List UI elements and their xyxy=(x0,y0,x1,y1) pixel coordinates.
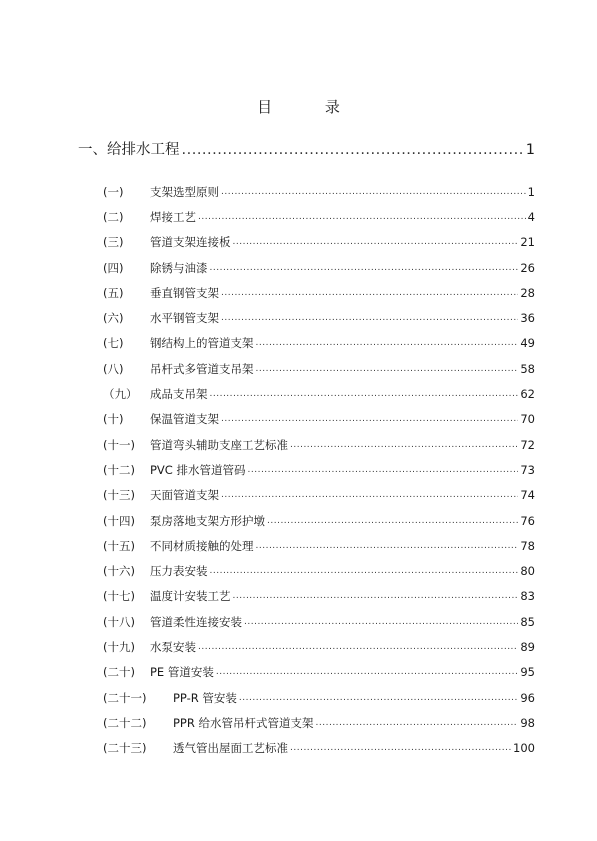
chapter-label: 一、给排水工程 xyxy=(78,142,180,158)
section-title: PP-R 管安装 xyxy=(173,690,237,705)
section-page-number: 4 xyxy=(527,209,535,224)
dot-leader xyxy=(290,743,511,753)
dot-leader xyxy=(221,313,518,323)
section-page-number: 49 xyxy=(520,336,535,351)
toc-section-entry[interactable] xyxy=(103,331,535,356)
section-number: (十八) xyxy=(103,614,135,629)
section-page-number: 96 xyxy=(520,690,535,705)
section-number: (十七) xyxy=(103,589,135,604)
section-page-number: 89 xyxy=(520,639,535,654)
section-number: (十九) xyxy=(103,639,135,654)
section-title: 温度计安装工艺 xyxy=(150,589,231,604)
dot-leader xyxy=(244,617,518,627)
toc-section-entry[interactable] xyxy=(103,609,535,634)
dot-leader xyxy=(233,591,519,601)
dot-leader xyxy=(198,212,526,222)
dot-leader xyxy=(239,693,518,703)
dot-leader xyxy=(316,718,519,728)
toc-section-entry[interactable] xyxy=(103,230,535,255)
section-page-number: 62 xyxy=(520,387,535,402)
section-page-number: 1 xyxy=(527,184,535,199)
section-title: 透气管出屋面工艺标准 xyxy=(173,741,288,756)
toc-section-entry[interactable] xyxy=(103,381,535,406)
section-number: (十二) xyxy=(103,462,135,477)
section-number: (二十一) xyxy=(103,690,147,705)
toc-section-entry[interactable] xyxy=(103,685,535,710)
dot-leader xyxy=(210,566,519,576)
section-number: (二) xyxy=(103,209,124,224)
section-page-number: 76 xyxy=(520,513,535,528)
section-page-number: 98 xyxy=(520,715,535,730)
section-title: 钢结构上的管道支架 xyxy=(150,336,254,351)
dot-leader xyxy=(233,237,519,247)
section-number: (十五) xyxy=(103,538,135,553)
dot-leader xyxy=(248,465,519,475)
toc-section-entry[interactable] xyxy=(103,356,535,381)
section-title: 支架选型原则 xyxy=(150,184,219,199)
dot-leader xyxy=(256,364,519,374)
dot-leader xyxy=(198,642,518,652)
section-page-number: 78 xyxy=(520,538,535,553)
dot-leader xyxy=(221,187,526,197)
section-title: 泵房落地支架方形护墩 xyxy=(150,513,265,528)
dot-leader xyxy=(256,338,519,348)
toc-section-entry[interactable] xyxy=(103,660,535,685)
section-title: 保温管道支架 xyxy=(150,412,219,427)
dot-leader xyxy=(210,389,519,399)
section-page-number: 36 xyxy=(520,311,535,326)
section-number: (三) xyxy=(103,235,124,250)
toc-section-entry[interactable] xyxy=(103,584,535,609)
section-number: (八) xyxy=(103,361,124,376)
section-page-number: 73 xyxy=(520,462,535,477)
section-title: 压力表安装 xyxy=(150,564,208,579)
section-number: (二十) xyxy=(103,665,135,680)
chapter-page-number: 1 xyxy=(525,142,535,158)
section-title: 成品支吊架 xyxy=(150,387,208,402)
dot-leader xyxy=(221,414,518,424)
dot-leader xyxy=(290,440,518,450)
toc-section-entry[interactable] xyxy=(103,710,535,735)
toc-section-entry[interactable] xyxy=(103,432,535,457)
dot-leader xyxy=(182,142,524,158)
section-page-number: 58 xyxy=(520,361,535,376)
section-title: PE 管道安装 xyxy=(150,665,214,680)
section-number: (五) xyxy=(103,285,124,300)
section-title: 水泵安装 xyxy=(150,639,196,654)
section-title: 吊杆式多管道支吊架 xyxy=(150,361,254,376)
section-number: (十六) xyxy=(103,564,135,579)
section-page-number: 85 xyxy=(520,614,535,629)
toc-section-entry[interactable] xyxy=(103,204,535,229)
section-number: (十四) xyxy=(103,513,135,528)
section-title: PVC 排水管道管码 xyxy=(150,462,246,477)
section-title: 水平钢管支架 xyxy=(150,311,219,326)
section-number: (十一) xyxy=(103,437,135,452)
toc-section-list xyxy=(103,179,535,761)
section-number: (一) xyxy=(103,184,124,199)
section-title: 除锈与油漆 xyxy=(150,260,208,275)
toc-section-entry[interactable] xyxy=(103,255,535,280)
section-number: (四) xyxy=(103,260,124,275)
section-page-number: 70 xyxy=(520,412,535,427)
section-page-number: 28 xyxy=(520,285,535,300)
section-title: PPR 给水管吊杆式管道支架 xyxy=(173,715,314,730)
section-title: 天面管道支架 xyxy=(150,488,219,503)
section-page-number: 26 xyxy=(520,260,535,275)
section-number: (十三) xyxy=(103,488,135,503)
toc-section-entry[interactable] xyxy=(103,407,535,432)
dot-leader xyxy=(267,516,518,526)
toc-section-entry[interactable] xyxy=(103,558,535,583)
toc-section-entry[interactable] xyxy=(103,483,535,508)
toc-section-entry[interactable] xyxy=(103,508,535,533)
section-number: （九） xyxy=(103,387,138,402)
toc-section-entry[interactable] xyxy=(103,305,535,330)
toc-section-entry[interactable] xyxy=(103,280,535,305)
dot-leader xyxy=(221,490,518,500)
section-title: 管道柔性连接安装 xyxy=(150,614,242,629)
section-title: 焊接工艺 xyxy=(150,209,196,224)
section-page-number: 21 xyxy=(520,235,535,250)
toc-section-entry[interactable] xyxy=(103,457,535,482)
dot-leader xyxy=(216,667,519,677)
toc-title: 目 录 xyxy=(257,98,364,116)
dot-leader xyxy=(256,541,519,551)
section-number: (二十二) xyxy=(103,715,147,730)
section-number: (二十三) xyxy=(103,741,147,756)
dot-leader xyxy=(210,263,519,273)
toc-section-entry[interactable] xyxy=(103,736,535,761)
section-title: 不同材质接触的处理 xyxy=(150,538,254,553)
section-page-number: 72 xyxy=(520,437,535,452)
section-title: 管道支架连接板 xyxy=(150,235,231,250)
toc-section-entry[interactable] xyxy=(103,533,535,558)
section-page-number: 80 xyxy=(520,564,535,579)
section-number: (六) xyxy=(103,311,124,326)
section-page-number: 100 xyxy=(513,741,535,756)
toc-section-entry[interactable] xyxy=(103,179,535,204)
section-number: (十) xyxy=(103,412,124,427)
toc-chapter-entry[interactable] xyxy=(78,138,535,159)
section-page-number: 83 xyxy=(520,589,535,604)
section-page-number: 74 xyxy=(520,488,535,503)
section-title: 垂直钢管支架 xyxy=(150,285,219,300)
section-number: (七) xyxy=(103,336,124,351)
section-page-number: 95 xyxy=(520,665,535,680)
dot-leader xyxy=(221,288,518,298)
toc-section-entry[interactable] xyxy=(103,634,535,659)
section-title: 管道弯头辅助支座工艺标准 xyxy=(150,437,288,452)
